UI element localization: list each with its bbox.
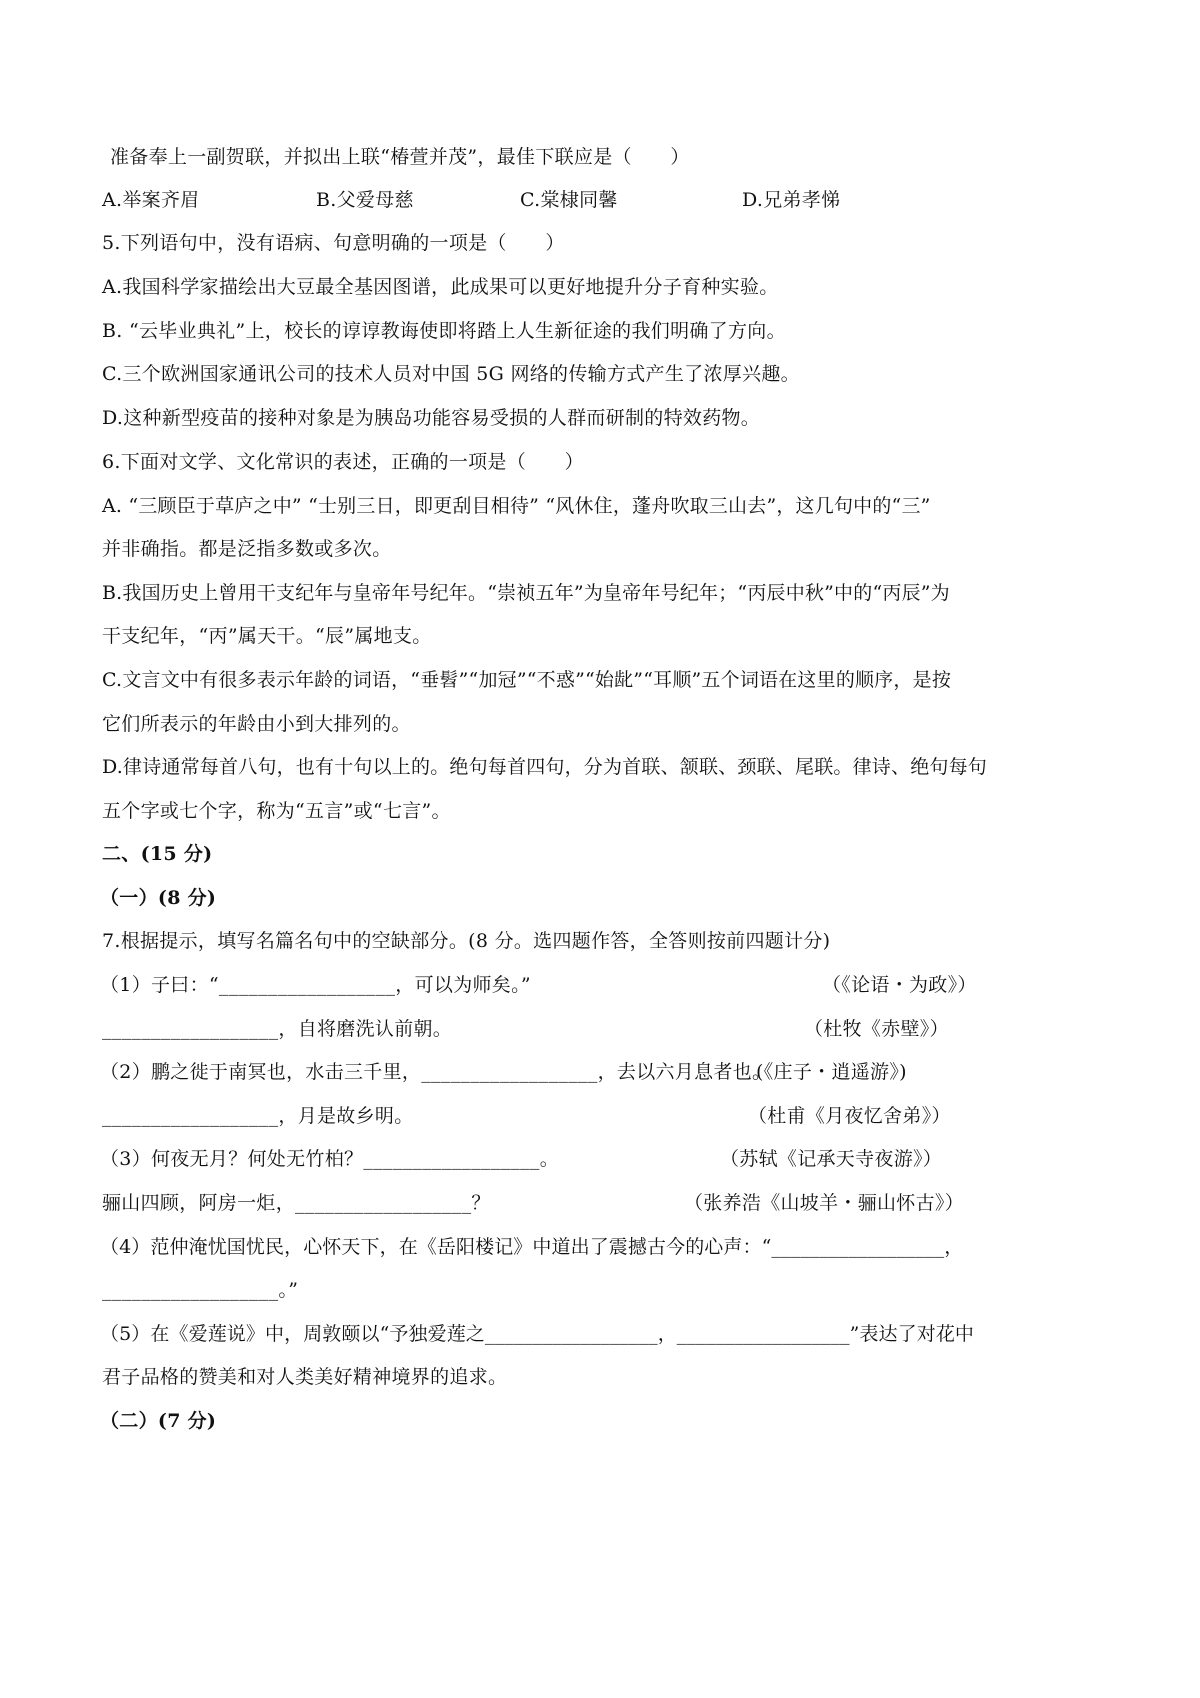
q6-option-c-line1: C.文言文中有很多表示年龄的词语，“垂髫”“加冠”“不惑”“始龀”“耳顺”五个词语在这里的顺序，是按 — [102, 669, 952, 691]
q6-option-a-line2: 并非确指。都是泛指多数或多次。 — [102, 538, 392, 560]
q4-option-d: D.兄弟孝悌 — [742, 189, 841, 211]
q4-option-c: C.棠棣同馨 — [520, 189, 618, 211]
q7-source-3: (《庄子・逍遥游》) — [756, 1061, 907, 1083]
q7-line-10: 君子品格的赞美和对人类美好精神境界的追求。 — [102, 1366, 508, 1388]
q7-line-4: __________________，月是故乡明。 — [102, 1105, 414, 1127]
q7-line-6: 骊山四顾，阿房一炬，__________________？ — [102, 1192, 491, 1214]
q5-option-a: A.我国科学家描绘出大豆最全基因图谱，此成果可以更好地提升分子育种实验。 — [102, 276, 779, 298]
q4-option-a: A.举案齐眉 — [102, 189, 200, 211]
q6-option-d-line2: 五个字或七个字，称为“五言”或“七言”。 — [102, 800, 451, 822]
q5-option-c: C.三个欧洲国家通讯公司的技术人员对中国 5G 网络的传输方式产生了浓厚兴趣。 — [102, 363, 800, 385]
q7-line-5: （3）何夜无月？何处无竹柏？__________________。 — [100, 1148, 559, 1170]
q7-source-5: （苏轼《记承天寺夜游》） — [720, 1148, 943, 1170]
q5-option-b: B. “云毕业典礼”上，校长的谆谆教诲使即将踏上人生新征途的我们明确了方向。 — [102, 320, 786, 342]
q7-line-1: （1）子曰：“__________________，可以为师矣。” — [100, 974, 531, 996]
q5-option-d: D.这种新型疫苗的接种对象是为胰岛功能容易受损的人群而研制的特效药物。 — [102, 407, 761, 429]
q7-source-6: （张养浩《山坡羊・骊山怀古》） — [684, 1192, 965, 1214]
q6-stem: 6.下面对文学、文化常识的表述，正确的一项是（ ） — [102, 451, 584, 473]
q6-option-c-line2: 它们所表示的年龄由小到大排列的。 — [102, 713, 411, 735]
q7-line-3: （2）鹏之徙于南冥也，水击三千里，__________________，去以六月息者也。 — [100, 1061, 772, 1083]
q7-source-4: （杜甫《月夜忆舍弟》） — [748, 1105, 951, 1127]
q6-option-b-line2: 干支纪年，“丙”属天干。“辰”属地支。 — [102, 625, 432, 647]
q6-option-b-line1: B.我国历史上曾用干支纪年与皇帝年号纪年。“崇祯五年”为皇帝年号纪年；“丙辰中秋”中的“丙辰”为 — [102, 582, 950, 604]
q5-stem: 5.下列语句中，没有语病、句意明确的一项是（ ） — [102, 232, 565, 254]
q6-option-d-line1: D.律诗通常每首八句，也有十句以上的。绝句每首四句，分为首联、颔联、颈联、尾联。律诗、绝句每句 — [102, 756, 987, 778]
subsection-two-heading: （二）(7 分) — [100, 1410, 217, 1432]
q4-stem: 准备奉上一副贺联，并拟出上联“椿萱并茂”，最佳下联应是（ ） — [110, 146, 690, 168]
q7-stem: 7.根据提示，填写名篇名句中的空缺部分。(8 分。选四题作答，全答则按前四题计分) — [102, 930, 831, 952]
q7-line-2: __________________，自将磨洗认前朝。 — [102, 1018, 453, 1040]
section-two-heading: 二、(15 分) — [102, 843, 213, 865]
q7-line-7: （4）范仲淹忧国忧民，心怀天下，在《岳阳楼记》中道出了震撼古今的心声：“__________________， — [100, 1236, 964, 1258]
q7-line-9: （5）在《爱莲说》中，周敦颐以“予独爱莲之__________________，__________________”表达了对花中 — [100, 1323, 975, 1345]
q7-source-1: （《论语・为政》） — [822, 974, 977, 996]
q7-line-8: __________________。” — [102, 1279, 299, 1301]
subsection-one-heading: （一）(8 分) — [100, 887, 217, 909]
q6-option-a-line1: A. “三顾臣于草庐之中” “士别三日，即更刮目相待” “风休住，蓬舟吹取三山去”，这几句中的“三” — [102, 495, 931, 517]
q7-source-2: （杜牧《赤壁》） — [804, 1018, 949, 1040]
q4-option-b: B.父爱母慈 — [316, 189, 414, 211]
